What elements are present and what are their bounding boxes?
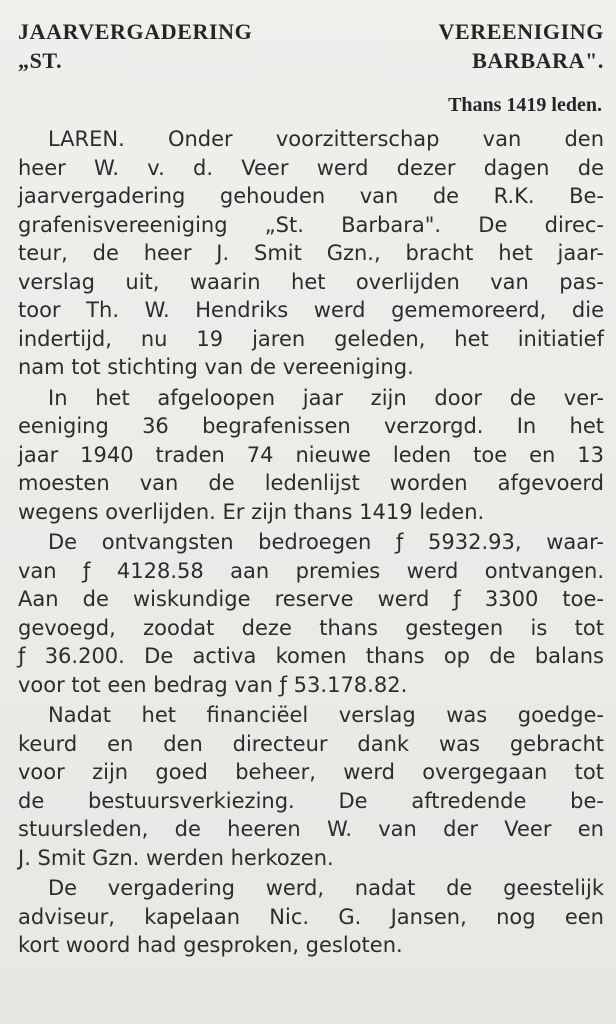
article-line: stuursleden, de heeren W. van der Veer en (18, 817, 604, 841)
article-line: jaar 1940 traden 74 nieuwe leden toe en 13 (18, 442, 604, 467)
article-line: kort woord had gesproken, gesloten. (18, 933, 403, 957)
article-line: ƒ 36.200. De activa komen thans op de balans (18, 644, 604, 668)
article-headline (18, 18, 604, 75)
article-line: wegens overlijden. Er zijn thans 1419 leden. (18, 499, 485, 524)
article-line: J. Smit Gzn. werden herkozen. (18, 845, 334, 870)
article-line: jaarvergadering gehouden van de R.K. Be- (18, 184, 604, 208)
article-line: De vergadering werd, nadat de geestelijk (48, 876, 604, 900)
article-paragraph (18, 384, 604, 527)
article-paragraph (18, 528, 604, 699)
article-line: verslag uit, waarin het overlijden van pas- (18, 269, 604, 294)
article-line: toor Th. W. Hendriks werd gememoreerd, die (18, 298, 604, 322)
article-line: voor zijn goed beheer, werd overgegaan tot (18, 760, 604, 784)
article-line: In het afgeloopen jaar zijn door de ver- (48, 385, 604, 410)
article-paragraph (18, 125, 604, 382)
article-body (18, 125, 604, 960)
article-line: moesten van de ledenlijst worden afgevoerd (18, 471, 604, 495)
article-line: nam tot stichting van de vereeniging. (18, 355, 414, 379)
article-line: voor tot een bedrag van ƒ 53.178.82. (18, 672, 408, 697)
article-line: grafenisvereeniging „St. Barbara". De direc- (18, 212, 604, 237)
article-line: heer W. v. d. Veer werd dezer dagen de (18, 155, 604, 180)
article-line: gevoegd, zoodat deze thans gestegen is tot (18, 615, 604, 640)
article-paragraph (18, 701, 604, 872)
article-subhead: Thans 1419 leden. (448, 94, 602, 116)
article-line: Aan de wiskundige reserve werd ƒ 3300 toe- (18, 587, 604, 611)
article-line: Nadat het financiëel verslag was goedge- (48, 703, 604, 727)
article-line: eeniging 36 begrafenissen verzorgd. In het (18, 414, 604, 438)
article-line: adviseur, kapelaan Nic. G. Jansen, nog een (18, 904, 604, 929)
article-line: indertijd, nu 19 jaren geleden, het initiatief (18, 326, 604, 351)
article-line: de bestuursverkiezing. De aftredende be- (18, 788, 604, 813)
article-line: LAREN. Onder voorzitterschap van den (48, 127, 604, 151)
article-paragraph (18, 874, 604, 960)
article-line: teur, de heer J. Smit Gzn., bracht het jaar- (18, 241, 604, 265)
article-line: De ontvangsten bedroegen ƒ 5932.93, waar- (48, 530, 604, 554)
article-line: keurd en den directeur dank was gebracht (18, 731, 604, 756)
headline-line-2: „ST. BARBARA". (18, 47, 604, 73)
article-line: van ƒ 4128.58 aan premies werd ontvangen. (18, 558, 604, 583)
headline-line-1: JAARVERGADERING VEREENIGING (18, 19, 604, 44)
